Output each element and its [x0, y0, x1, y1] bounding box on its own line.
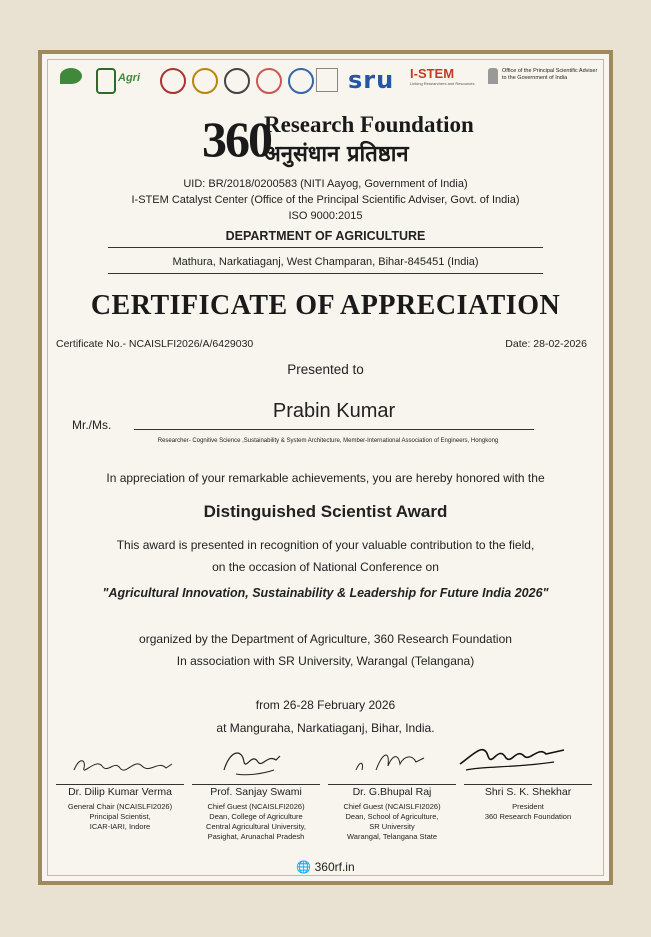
istem-logo: [410, 66, 474, 86]
signatory-name: Dr. G.Bhupal Raj: [352, 786, 432, 798]
partner-logos: [52, 62, 601, 98]
sru-logo: sru: [348, 66, 395, 94]
leaf-logo: [60, 68, 82, 84]
psa-office-text: Office of the Principal Scientific Adviser to the Government of India: [502, 68, 598, 81]
conference-title: "Agricultural Innovation, Sustainability & Leadership for Future India 2026": [102, 586, 549, 600]
recipient-underline: [134, 429, 534, 430]
award-title: Distinguished Scientist Award: [203, 502, 448, 521]
icar-wheat-icon: [96, 68, 116, 94]
org-name-hindi: अनुसंधान प्रतिष्ठान: [264, 142, 409, 167]
event-dates: from 26-28 February 2026: [255, 698, 396, 712]
signature-swami-image: [202, 740, 302, 780]
department-name: DEPARTMENT OF AGRICULTURE: [225, 229, 426, 243]
signature-verma-image: [62, 746, 182, 780]
signatory-designation: President 360 Research Foundation: [484, 802, 572, 821]
organization-header: [202, 110, 502, 168]
org-number-logo: 360: [202, 111, 271, 167]
department-divider-top: [108, 247, 543, 248]
signatory-name: Prof. Sanjay Swami: [210, 786, 302, 798]
certificate-frame: [38, 50, 613, 885]
signature-line-3: [328, 784, 456, 785]
signature-bhupal-image: [342, 740, 442, 780]
occasion-text: on the occasion of National Conference on: [212, 560, 439, 574]
council-seal-icon: [288, 68, 314, 94]
association-text: In association with SR University, Warangal (Telangana): [176, 654, 475, 668]
website-link[interactable]: 360rf.in: [314, 860, 355, 874]
salutation: Mr./Ms.: [72, 418, 112, 432]
org-uid: UID: BR/2018/0200583 (NITI Aayog, Government of India): [183, 178, 468, 190]
signatory-1: [50, 786, 190, 832]
certificate-date: Date: 28-02-2026: [505, 338, 587, 350]
signatory-name: Dr. Dilip Kumar Verma: [68, 786, 172, 798]
org-iso: ISO 9000:2015: [288, 210, 363, 222]
signature-line-2: [192, 784, 320, 785]
publications-logo: [316, 68, 338, 92]
recipient-name: Prabin Kumar: [272, 400, 396, 422]
certificate-title: CERTIFICATE OF APPRECIATION: [90, 290, 561, 321]
globe-icon: 🌐: [296, 860, 312, 874]
istem-wordmark: I-STEM: [410, 66, 455, 81]
academy-seal-icon: [256, 68, 282, 94]
website-footer: [42, 860, 609, 874]
org-name-english: Research Foundation: [264, 112, 474, 137]
org-catalyst-center: I-STEM Catalyst Center (Office of the Principal Scientific Adviser, Govt. of India): [131, 194, 520, 206]
signature-shekhar-image: [454, 734, 574, 778]
signatory-3: [322, 786, 462, 842]
agri-logo: Agri: [118, 72, 140, 84]
org-address: Mathura, Narkatiaganj, West Champaran, Bihar-845451 (India): [172, 256, 479, 268]
university-seal-icon: [160, 68, 186, 94]
signatory-name: Shri S. K. Shekhar: [484, 786, 572, 798]
certificate-number: Certificate No.- NCAISLFI2026/A/6429030: [56, 338, 254, 350]
signatory-2: [186, 786, 326, 842]
istem-tagline: Linking Researchers and Resources: [410, 81, 475, 86]
signature-line-4: [464, 784, 592, 785]
event-venue: at Manguraha, Narkatiaganj, Bihar, India.: [216, 721, 435, 735]
recipient-description: Researcher- Cognitive Science ,Sustainability & System Architecture, Member-International Association of Engineers, Hongkong: [157, 438, 499, 444]
college-seal-icon: [224, 68, 250, 94]
presented-to-label: Presented to: [287, 362, 364, 377]
signatory-designation: General Chair (NCAISLFI2026) Principal Scientist, ICAR-IARI, Indore: [67, 802, 173, 831]
signatory-designation: Chief Guest (NCAISLFI2026) Dean, School of Agriculture, SR University Warangal, Telangana State: [343, 802, 441, 841]
signatory-4: [458, 786, 598, 822]
signature-line-1: [56, 784, 184, 785]
appreciation-text: In appreciation of your remarkable achievements, you are hereby honored with the: [106, 471, 545, 485]
signatory-designation: Chief Guest (NCAISLFI2026) Dean, College of Agriculture Central Agricultural University, Pasighat, Arunachal Pradesh: [206, 802, 306, 841]
recognition-text: This award is presented in recognition of your valuable contribution to the field,: [116, 538, 535, 552]
department-divider-bottom: [108, 273, 543, 274]
institute-seal-icon: [192, 68, 218, 94]
national-emblem-icon: [488, 68, 498, 84]
organized-by-text: organized by the Department of Agriculture, 360 Research Foundation: [139, 632, 512, 646]
